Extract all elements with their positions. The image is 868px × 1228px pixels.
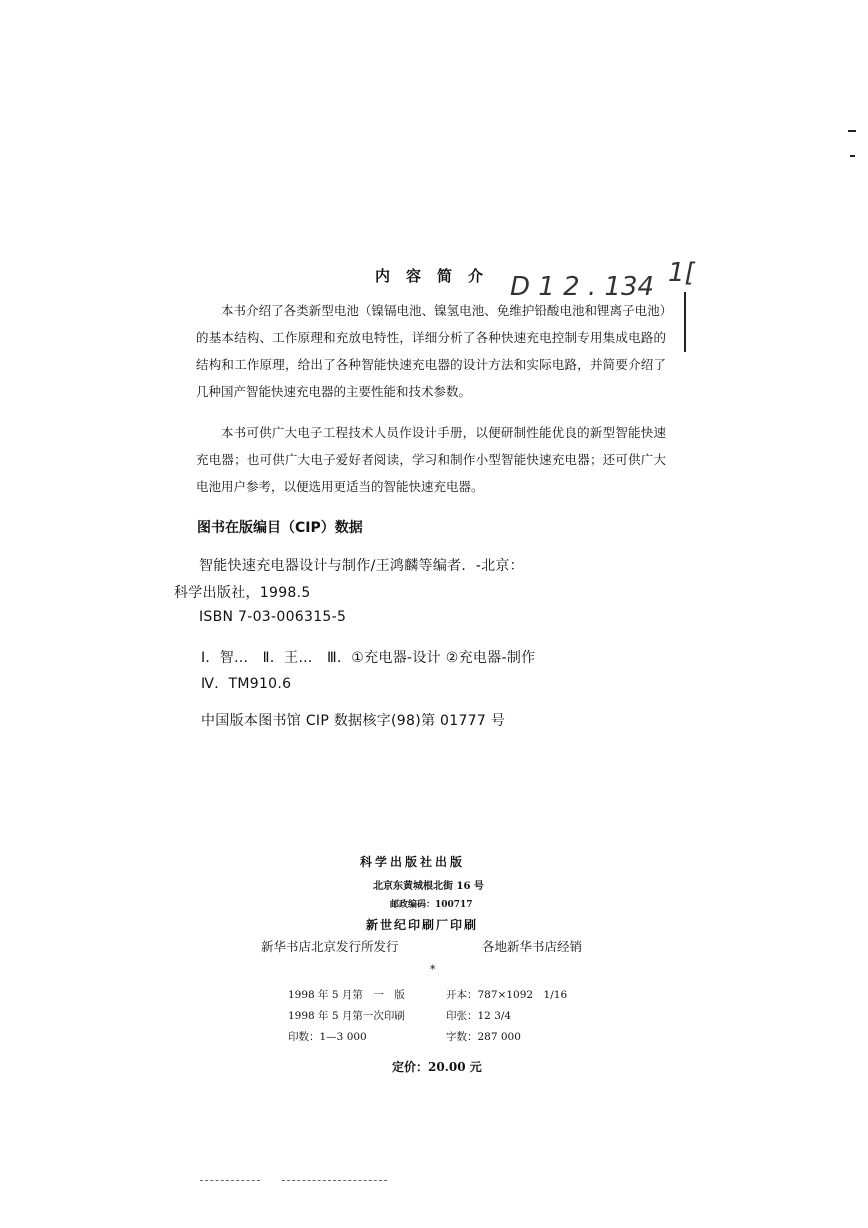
edition-info: 1998 年 5 月第 一 版 [288,989,405,1001]
cip-line-1: 智能快速充电器设计与制作/王鸿麟等编者．-北京： [199,558,524,574]
printer: 新世纪印刷厂印刷 [366,918,479,932]
cip-isbn: ISBN 7-03-006315-5 [199,609,347,625]
summary-paragraph-2: 本书可供广大电子工程技术人员作设计手册，以便研制性能优良的新型智能快速充电器；也可供广大电子爱好者阅读，学习和制作小型智能快速充电器；还可供广大电池用户参考，以便选用更适当的智能快速充电器。 [196,425,666,494]
format-info: 开本：787×1092 1/16 [446,989,568,1001]
copies-info: 印数：1—3 000 [288,1031,367,1043]
scan-artifact [200,1180,260,1181]
cip-classification: Ⅳ．TM910.6 [201,676,292,692]
cip-record: 中国版本图书馆 CIP 数据核字(98)第 01777 号 [201,713,506,729]
print-info: 1998 年 5 月第一次印刷 [288,1010,405,1022]
cip-heading: 图书在版编目（CIP）数据 [197,520,363,536]
summary-paragraph-1: 本书介绍了各类新型电池（镍镉电池、镍氢电池、免维护铅酸电池和锂离子电池）的基本结构、工作原理和充放电特性，详细分析了各种快速充电控制专用集成电路的结构和工作原理，给出了各种智能快速充电器的设计方法和实际电路，并简要介绍了几种国产智能快速充电器的主要性能和技术参数。 [196,303,666,399]
publisher-name: 科学出版社出版 [360,855,466,869]
margin-stroke [684,292,686,352]
words-info: 字数：287 000 [446,1031,521,1043]
edge-mark [850,155,855,157]
seller: 各地新华书店经销 [482,939,583,954]
sheets-info: 印张：12 3/4 [446,1010,512,1022]
publisher-postcode: 邮政编码：100717 [390,900,473,910]
handwritten-code: D 1 2 . 134 [510,272,655,302]
price: 定价：20.00 元 [392,1060,482,1074]
separator-star: * [430,963,436,976]
publisher-address: 北京东黄城根北街 16 号 [373,881,484,892]
handwritten-mark: 1[ [668,258,695,288]
cip-line-2: 科学出版社，1998.5 [174,585,311,601]
scan-artifact [282,1180,387,1181]
edge-mark [848,130,856,132]
summary-title: 内容简介 [375,267,500,285]
cip-subjects: Ⅰ．智… Ⅱ．王… Ⅲ．①充电器-设计 ②充电器-制作 [201,650,536,666]
distributor: 新华书店北京发行所发行 [261,939,399,954]
